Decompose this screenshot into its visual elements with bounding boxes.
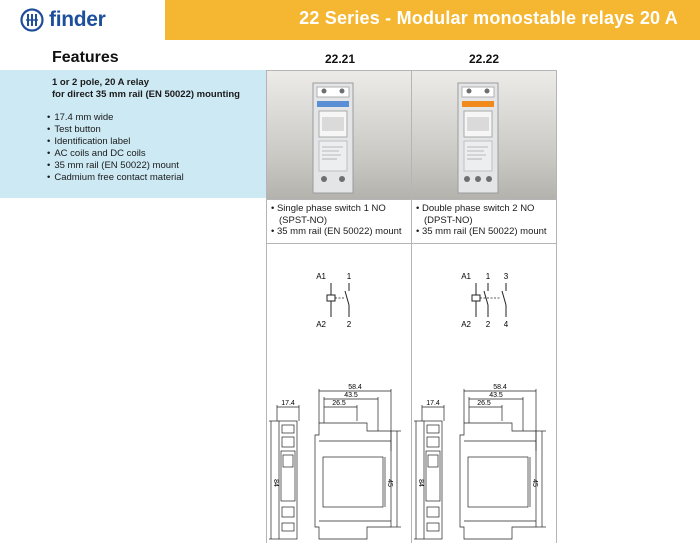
svg-text:43.5: 43.5 [489,392,503,399]
svg-text:17.4: 17.4 [426,400,440,407]
svg-text:58.4: 58.4 [348,384,362,391]
brand-logo [0,0,165,40]
svg-text:26.5: 26.5 [477,400,491,407]
features-intro: 1 or 2 pole, 20 A relay for direct 35 mm rail (EN 50022) mounting [52,77,240,100]
product-photo-22-22 [412,71,556,199]
list-item: • 17.4 mm wide [47,112,184,124]
relay-image-22-21 [267,71,411,199]
list-item: • Test button [47,124,184,136]
series-banner [165,0,700,40]
svg-text:3: 3 [503,272,509,281]
product-grid [266,70,557,543]
model-heading-22-21: 22.21 [324,52,356,66]
svg-text:2: 2 [346,320,352,329]
model-heading-22-22: 22.22 [468,52,500,66]
svg-text:A2: A2 [316,320,326,329]
list-item: • AC coils and DC coils [47,148,184,160]
product-description-22-21: • Single phase switch 1 NO (SPST-NO) • 35 mm rail (EN 50022) mount [271,203,402,237]
svg-text:2: 2 [485,320,491,329]
product-photo-22-21 [267,71,411,199]
page-header [0,0,700,40]
svg-text:1: 1 [346,272,352,281]
features-list [47,112,184,184]
svg-text:17.4: 17.4 [281,400,295,407]
finder-logo-icon [20,8,44,32]
dimension-drawing-22-22 [412,381,556,543]
svg-text:A1: A1 [461,272,471,281]
svg-text:26.5: 26.5 [332,400,346,407]
svg-text:4: 4 [503,320,509,329]
svg-text:45: 45 [386,479,393,487]
features-panel [0,70,266,198]
wiring-diagram-22-21 [267,261,411,341]
wiring-diagram-22-22 [412,261,556,341]
svg-text:45: 45 [531,479,538,487]
relay-image-22-22 [412,71,556,199]
list-item: • Identification label [47,136,184,148]
product-description-22-22: • Double phase switch 2 NO (DPST-NO) • 35 mm rail (EN 50022) mount [416,203,547,237]
svg-text:58.4: 58.4 [493,384,507,391]
brand-name: finder [49,8,106,31]
series-title: 22 Series - Modular monostable relays 20 A [299,8,678,28]
dimension-drawing-22-21 [267,381,411,543]
features-heading: Features [52,49,119,66]
svg-text:A1: A1 [316,272,326,281]
list-item: • 35 mm rail (EN 50022) mount [47,160,184,172]
svg-text:84: 84 [417,479,424,487]
svg-text:1: 1 [485,272,491,281]
svg-text:43.5: 43.5 [344,392,358,399]
svg-text:84: 84 [272,479,279,487]
list-item: • Cadmium free contact material [47,172,184,184]
svg-text:A2: A2 [461,320,471,329]
